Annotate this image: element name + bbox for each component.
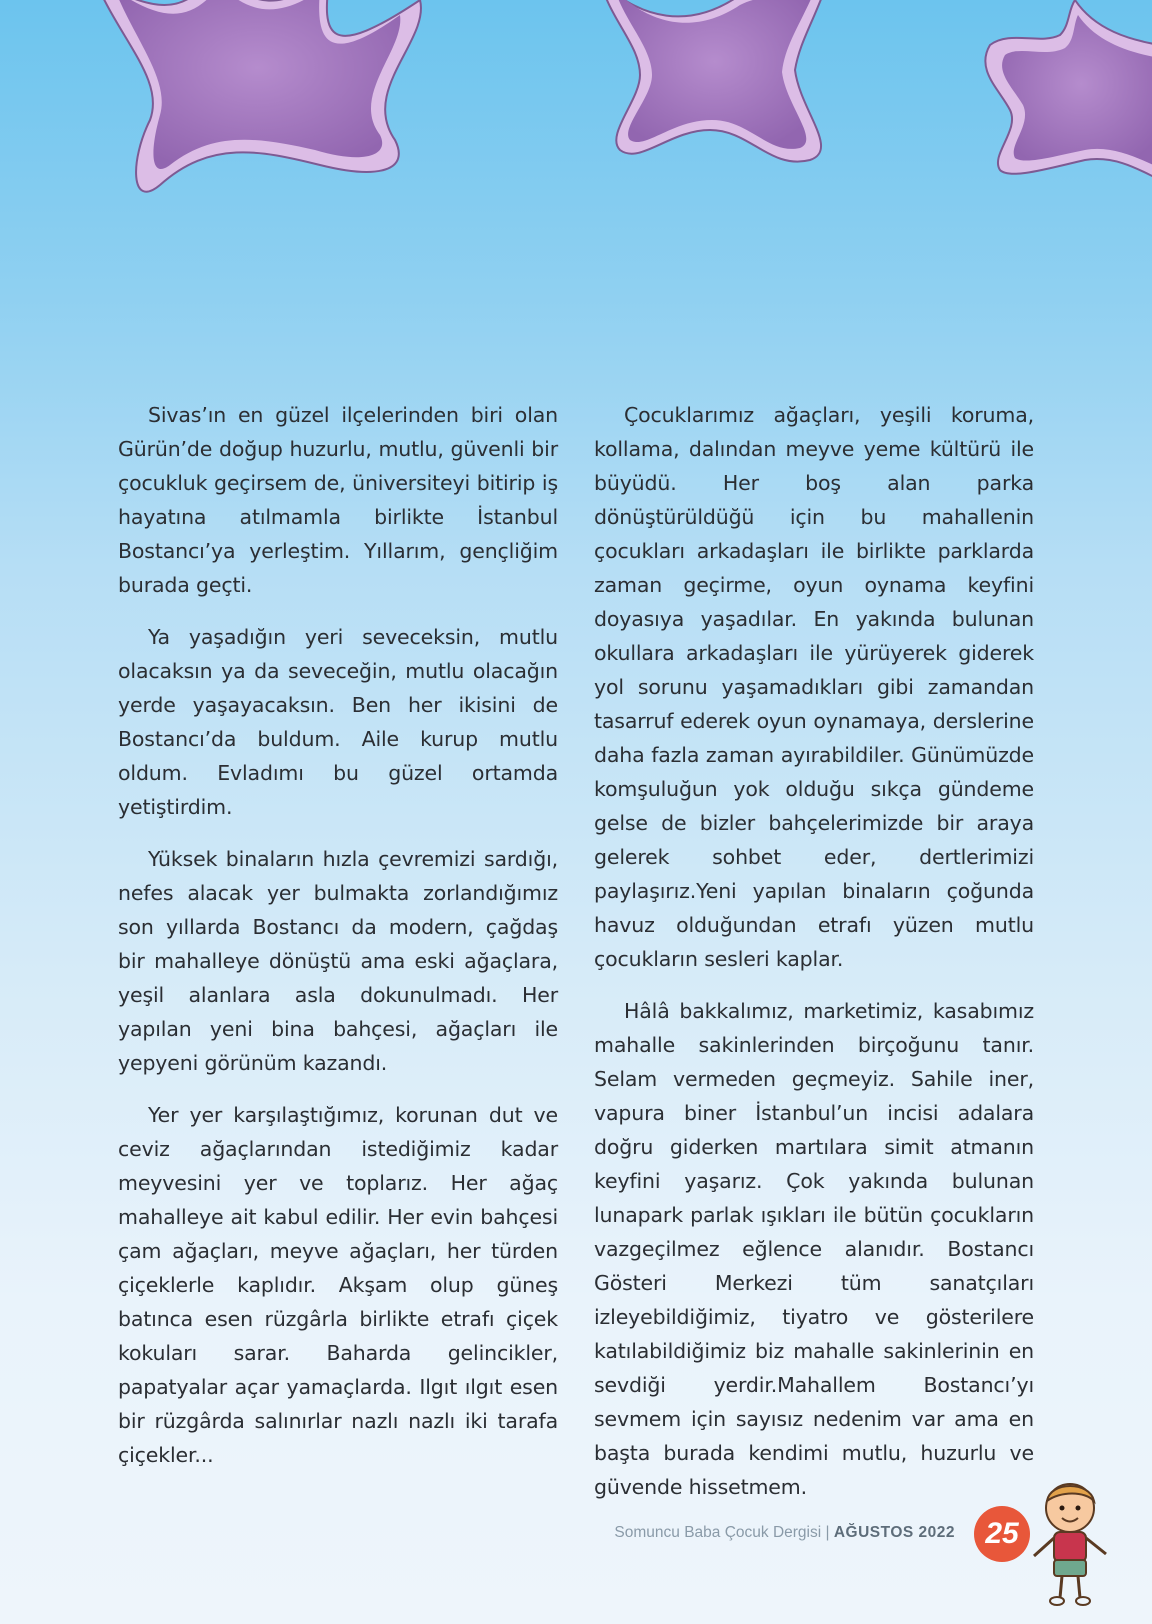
- starfish-decoration: [0, 0, 1152, 210]
- issue-date: AĞUSTOS 2022: [833, 1524, 955, 1541]
- starfish-icon: [985, 0, 1152, 180]
- page-number: 25: [985, 1517, 1019, 1550]
- starfish-icon: [95, 0, 421, 192]
- article-paragraph: Sivas’ın en güzel ilçelerinden biri olan Gürün’de doğup huzurlu, mutlu, güvenli bir çocukluk geçirsem de, üniversiteyi bitirip iş hayatına atılmamla birlikte İstanbul Bostancı’ya yerleştim. Yıllarım, gençliğim burada geçti.: [118, 403, 558, 597]
- article-paragraph: Çocuklarımız ağaçları, yeşili koruma, kollama, dalından meyve yeme kültürü ile büyüdü. Her boş alan parka dönüştürüldüğü için bu mahallenin çocukları arkadaşları ile birlikte parklarda zaman geçirme, oyun oynama keyfini doyasıya yaşadılar. En yakında bulunan okullara arkadaşları ile yürüyerek giderek yol sorunu yaşamadıkları gibi zamandan tasarruf ederek oyun oynamaya, derslerine daha fazla zaman ayırabildiler. Günümüzde komşuluğun yok olduğu sıkça gündeme gelse de bizler bahçelerimizde bir araya gelerek sohbet eder, dertlerimizi paylaşırız.Yeni yapılan binaların çoğunda havuz olduğundan etrafı yüzen mutlu çocukların sesleri kaplar.: [594, 403, 1034, 971]
- article-column-right: [594, 398, 1034, 1522]
- starfish-icon: [600, 0, 830, 162]
- article-paragraph: Hâlâ bakkalımız, marketimiz, kasabımız mahalle sakinlerinden birçoğunu tanır. Selam vermeden geçmeyiz. Sahile iner, vapura biner İstanbul’un incisi adalara doğru giderken martılara simit atmanın keyfini yaşarız. Çok yakında bulunan lunapark parlak ışıkları ile bütün çocukların vazgeçilmez eğlence alanıdır. Bostancı Gösteri Merkezi tüm sanatçıları izleyebildiğimiz, tiyatro ve gösterilere katılabildiğimiz biz mahalle sakinlerinin en sevdiği yerdir.Mahallem Bostancı’yı sevmem için sayısız nedenim var ama en başta burada kendimi mutlu, huzurlu ve güvende hissetmem.: [594, 999, 1034, 1499]
- article-paragraph: Ya yaşadığın yeri seveceksin, mutlu olacaksın ya da seveceğin, mutlu olacağın yerde yaşayacaksın. Ben her ikisini de Bostancı’da buldum. Aile kurup mutlu oldum. Evladımı bu güzel ortamda yetiştirdim.: [118, 625, 558, 819]
- page-footer: [560, 1524, 955, 1542]
- child-mascot-icon: [1020, 1476, 1130, 1616]
- article-paragraph: Yüksek binaların hızla çevremizi sardığı, nefes alacak yer bulmakta zorlandığımız son yıllarda Bostancı da modern, çağdaş bir mahalleye dönüştü ama eski ağaçlara, yeşil alanlara asla dokunulmadı. Her yapılan yeni bina bahçesi, ağaçları ile yepyeni görünüm kazandı.: [118, 847, 558, 1075]
- article-column-left: [118, 398, 558, 1490]
- footer-separator: |: [825, 1524, 830, 1541]
- magazine-title: Somuncu Baba Çocuk Dergisi: [614, 1524, 822, 1541]
- article-paragraph: Yer yer karşılaştığımız, korunan dut ve ceviz ağaçlarından istediğimiz kadar meyvesini yer ve toplarız. Her ağaç mahalleye ait kabul edilir. Her evin bahçesi çam ağaçları, meyve ağaçları, her türden çiçeklerle kaplıdır. Akşam olup güneş batınca esen rüzgârla birlikte etrafı çiçek kokuları sarar. Baharda gelincikler, papatyalar açar yamaçlarda. Ilgıt ılgıt esen bir rüzgârda salınırlar nazlı nazlı iki tarafa çiçekler...: [118, 1103, 558, 1467]
